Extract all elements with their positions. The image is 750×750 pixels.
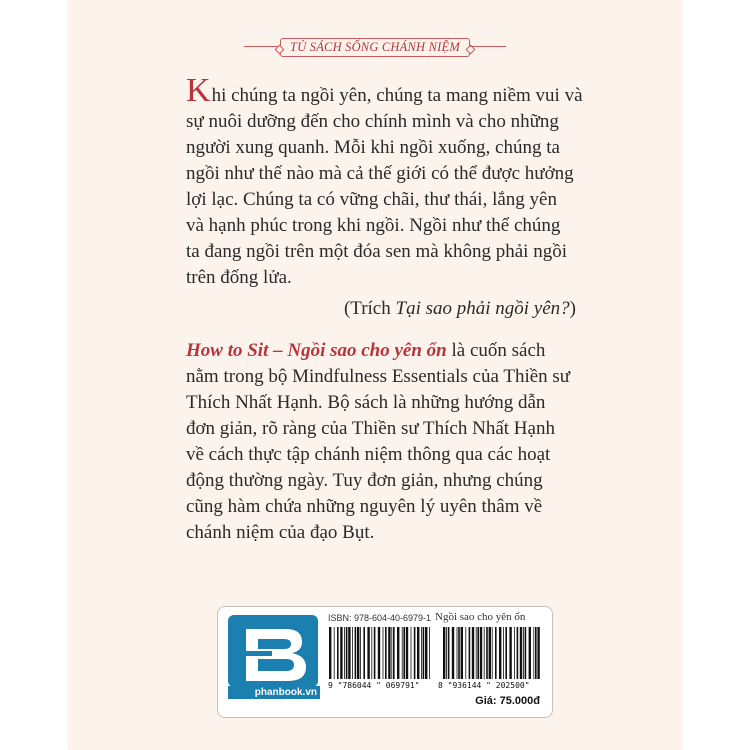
citation-prefix: (Trích	[343, 298, 396, 319]
barcode-bar	[348, 627, 350, 679]
barcode-bar	[472, 627, 474, 679]
barcode-bar	[429, 627, 430, 679]
barcode-bar	[385, 627, 387, 679]
description-line-text: là cuốn sách	[446, 340, 546, 361]
description-line	[186, 338, 578, 364]
publisher-logo-text: phanbook.vn	[228, 686, 320, 699]
banner-rule-right	[470, 46, 506, 47]
product-barcode	[442, 627, 542, 679]
barcode-bar	[503, 627, 504, 679]
barcode-bar	[346, 627, 348, 679]
barcode-bar	[476, 627, 477, 679]
barcode-bar	[363, 627, 365, 679]
barcode-bar	[458, 627, 460, 679]
description-line: động thường ngày. Tuy đơn giản, nhưng chúng	[186, 470, 543, 491]
barcode-bar	[397, 627, 399, 679]
barcode-bar	[360, 627, 361, 679]
barcode-bar	[329, 627, 331, 679]
barcode-bar	[425, 627, 427, 679]
quote-line: người xung quanh. Mỗi khi ngồi xuống, chúng ta	[186, 137, 560, 158]
barcode-bar	[371, 627, 372, 679]
barcode-bar	[388, 627, 390, 679]
barcode-bar	[535, 627, 537, 679]
description-line: về cách thực tập chánh niệm thông qua các hoạt	[186, 444, 551, 465]
barcode-bar	[495, 627, 497, 679]
banner-rule-left	[244, 46, 280, 47]
barcode-bar	[406, 627, 408, 679]
barcode-bar	[378, 627, 380, 679]
quote-line-text: hi chúng ta ngồi yên, chúng ta mang niềm vui và	[211, 85, 583, 106]
barcode-bar	[517, 627, 519, 679]
citation-source: Tại sao phải ngồi yên?	[395, 298, 570, 319]
barcode-bar	[514, 627, 515, 679]
barcode-bar	[340, 627, 342, 679]
barcode-bar	[417, 627, 419, 679]
description-line: nằm trong bộ Mindfulness Essentials của Thiền sư	[186, 366, 571, 387]
barcode-bar	[391, 627, 392, 679]
quote-line: trên đống lửa.	[186, 267, 292, 288]
product-barcode-number: 8 "936144 " 202500"	[438, 681, 530, 690]
barcode-bar	[421, 627, 422, 679]
barcode-bar	[352, 627, 353, 679]
barcode-bar	[461, 627, 463, 679]
barcode-bar	[393, 627, 395, 679]
barcode-bar	[457, 627, 458, 679]
barcode-panel	[217, 606, 553, 718]
quote-line: lợi lạc. Chúng ta có vững chãi, thư thái, lắng yên	[186, 189, 557, 210]
barcode-bar	[523, 627, 524, 679]
citation-suffix: )	[569, 298, 576, 319]
quote-line: ngồi như thế nào mà cả thế giới có thể được hưởng	[186, 163, 574, 184]
quote-paragraph	[186, 72, 583, 291]
barcode-bar	[499, 627, 501, 679]
barcode-bar	[414, 627, 416, 679]
barcode-bar	[383, 627, 384, 679]
description-line: đơn giản, rõ ràng của Thiền sư Thích Nhất Hạnh	[186, 418, 555, 439]
barcode-bar	[537, 627, 539, 679]
barcode-bar	[355, 627, 357, 679]
barcode-bar	[423, 627, 425, 679]
isbn-barcode-number: 9 "786044 " 069791"	[328, 681, 420, 690]
barcode-bar	[374, 627, 376, 679]
barcode-bar	[480, 627, 482, 679]
isbn-barcode	[328, 627, 432, 679]
series-banner-label: TỦ SÁCH SỐNG CHÁNH NIỆM	[280, 38, 470, 57]
barcode-bar	[477, 627, 479, 679]
barcode-bar	[529, 627, 531, 679]
barcode-bar	[411, 627, 412, 679]
isbn-label: ISBN: 978-604-40-6979-1	[328, 613, 432, 623]
barcode-bar	[509, 627, 511, 679]
barcode-bar	[469, 627, 471, 679]
barcode-bar	[484, 627, 485, 679]
barcode-bar	[334, 627, 335, 679]
drop-cap: K	[186, 72, 211, 109]
series-banner	[244, 36, 506, 58]
barcode-bar	[448, 627, 450, 679]
barcode-bar	[486, 627, 488, 679]
barcode-bar	[337, 627, 339, 679]
description-line: cũng hàm chứa những nguyên lý uyên thâm về	[186, 496, 543, 517]
barcode-bar	[525, 627, 527, 679]
book-title-highlight: How to Sit – Ngồi sao cho yên ổn	[186, 340, 447, 361]
quote-line: ta đang ngồi trên một đóa sen mà không phải ngồi	[186, 241, 567, 262]
price-label: Giá: 75.000đ	[475, 695, 540, 707]
quote-line: sự nuôi dưỡng đến cho chính mình và cho những	[186, 111, 559, 132]
quote-line: và hạnh phúc trong khi ngồi. Ngồi như thể chúng	[186, 215, 561, 236]
barcode-bar	[492, 627, 493, 679]
quote-citation	[310, 296, 576, 322]
barcode-bar	[403, 627, 405, 679]
barcode-bar	[344, 627, 345, 679]
barcode-bar	[452, 627, 454, 679]
barcode-bar	[443, 627, 445, 679]
barcode-bar	[533, 627, 534, 679]
barcode-book-title: Ngồi sao cho yên ổn	[435, 611, 526, 623]
barcode-bar	[357, 627, 359, 679]
book-description	[186, 338, 578, 546]
barcode-bar	[446, 627, 447, 679]
barcode-bar	[520, 627, 522, 679]
description-line: chánh niệm của đạo Bụt.	[186, 522, 375, 543]
barcode-bar	[505, 627, 507, 679]
barcode-bar	[489, 627, 491, 679]
description-line: Thích Nhất Hạnh. Bộ sách là những hướng dẫn	[186, 392, 546, 413]
quote-line	[186, 72, 583, 109]
barcode-bar	[402, 627, 403, 679]
barcode-bar	[465, 627, 466, 679]
barcode-bar	[367, 627, 369, 679]
